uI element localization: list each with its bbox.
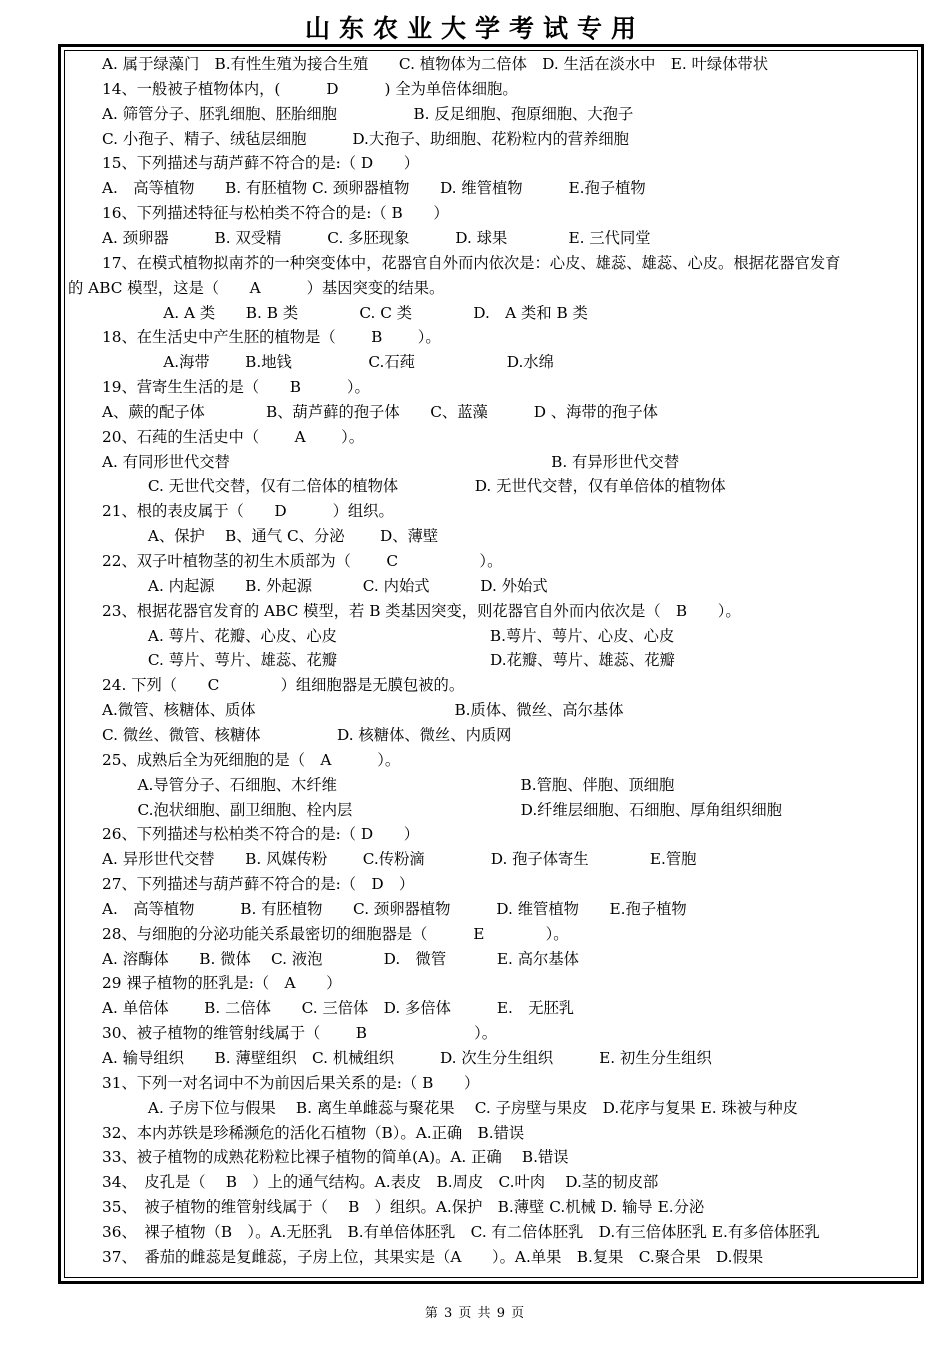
question-line: A. 单倍体 B. 二倍体 C. 三倍体 D. 多倍体 E. 无胚乳 — [102, 999, 575, 1018]
question-line: C.泡状细胞、副卫细胞、栓内层 D.纤维层细胞、石细胞、厚角组织细胞 — [102, 800, 782, 819]
question-line: 31、下列一对名词中不为前因后果关系的是:（ B ） — [102, 1073, 480, 1092]
question-line: A. 萼片、花瓣、心皮、心皮 B.萼片、萼片、心皮、心皮 — [102, 626, 675, 645]
question-line: 的 ABC 模型，这是（ A ）基因突变的结果。 — [68, 278, 445, 297]
question-line: A. 筛管分子、胚乳细胞、胚胎细胞 B. 反足细胞、孢原细胞、大孢子 — [102, 104, 634, 123]
question-line: A. 溶酶体 B. 微体 C. 液泡 D. 微管 E. 高尔基体 — [102, 949, 579, 968]
question-line: A、保护 B、通气 C、分泌 D、薄壁 — [102, 527, 439, 546]
exam-header-title: 山东农业大学考试专用 — [304, 14, 645, 43]
question-line: A.海带 B.地钱 C.石莼 D.水绵 — [102, 353, 554, 372]
question-line: A. 高等植物 B. 有胚植物 C. 颈卵器植物 D. 维管植物 E.孢子植物 — [102, 179, 646, 198]
question-line: C. 无世代交替，仅有二倍体的植物体 D. 无世代交替，仅有单倍体的植物体 — [102, 477, 726, 496]
question-line: A.导管分子、石细胞、木纤维 B.管胞、伴胞、顶细胞 — [102, 775, 675, 794]
question-line: 24. 下列（ C ）组细胞器是无膜包被的。 — [102, 676, 465, 695]
question-line: A. 子房下位与假果 B. 离生单雌蕊与聚花果 C. 子房壁与果皮 D.花序与复果 E. 珠被与种皮 — [102, 1098, 798, 1117]
question-line: 23、根据花器官发育的 ABC 模型，若 B 类基因突变，则花器官自外而内依次是（ B ）。 — [102, 601, 741, 620]
question-line: A. 异形世代交替 B. 风媒传粉 C.传粉滴 D. 孢子体寄生 E.管胞 — [102, 850, 697, 869]
question-line: 33、被子植物的成熟花粉粒比裸子植物的简单(A)。A. 正确 B.错误 — [102, 1148, 569, 1167]
question-line: A. 高等植物 B. 有胚植物 C. 颈卵器植物 D. 维管植物 E.孢子植物 — [102, 899, 687, 918]
question-line: 26、下列描述与松柏类不符合的是:（ D ） — [102, 825, 420, 844]
question-line: A. 有同形世代交替 B. 有异形世代交替 — [102, 452, 680, 471]
question-line: 25、成熟后全为死细胞的是（ A ）。 — [102, 750, 401, 769]
question-line: A. A 类 B. B 类 C. C 类 D. A 类和 B 类 — [102, 303, 588, 322]
question-line: 28、与细胞的分泌功能关系最密切的细胞器是（ E ）。 — [102, 924, 569, 943]
question-line: 15、下列描述与葫芦藓不符合的是:（ D ） — [102, 154, 420, 173]
question-line: C. 微丝、微管、核糖体 D. 核糖体、微丝、内质网 — [102, 725, 512, 744]
question-line: 35、 被子植物的维管射线属于（ B ）组织。A.保护 B.薄壁 C.机械 D. 输导 E.分泌 — [102, 1198, 705, 1217]
question-line: A. 属于绿藻门 B.有性生殖为接合生殖 C. 植物体为二倍体 D. 生活在淡水中 E. 叶绿体带状 — [102, 55, 769, 73]
question-line: 19、营寄生生活的是（ B ）。 — [102, 378, 370, 397]
question-line: C. 小孢子、精子、绒毡层细胞 D.大孢子、助细胞、花粉粒内的营养细胞 — [102, 129, 629, 148]
question-line: A. 颈卵器 B. 双受精 C. 多胚现象 D. 球果 E. 三代同堂 — [102, 228, 651, 247]
question-line: A. 输导组织 B. 薄壁组织 C. 机械组织 D. 次生分生组织 E. 初生分生组织 — [102, 1049, 712, 1067]
question-line: 37、 番茄的雌蕊是复雌蕊，子房上位，其果实是（A ）。A.单果 B.复果 C.聚合果 D.假果 — [102, 1247, 764, 1266]
question-line: 16、下列描述特征与松柏类不符合的是:（ B ） — [102, 204, 449, 223]
question-line: 17、在模式植物拟南芥的一种突变体中，花器官自外而内依次是：心皮、雄蕊、雄蕊、心皮。根据花器官发育 — [102, 253, 841, 272]
question-line: 36、 裸子植物（B ）。A.无胚乳 B.有单倍体胚乳 C. 有二倍体胚乳 D.有三倍体胚乳 E.有多倍体胚乳 — [102, 1222, 820, 1241]
question-line: A、蕨的配子体 B、葫芦藓的孢子体 C、蓝藻 D 、海带的孢子体 — [102, 402, 658, 421]
question-line: 34、 皮孔是（ B ）上的通气结构。A.表皮 B.周皮 C.叶肉 D.茎的韧皮部 — [102, 1173, 659, 1192]
question-line: A. 内起源 B. 外起源 C. 内始式 D. 外始式 — [102, 576, 548, 595]
question-line: 30、被子植物的维管射线属于（ B ）。 — [102, 1024, 498, 1043]
question-line: 32、本内苏铁是珍稀濒危的活化石植物（B）。A.正确 B.错误 — [102, 1123, 525, 1142]
question-line: A.微管、核糖体、质体 B.质体、微丝、高尔基体 — [102, 701, 624, 720]
question-line: 27、下列描述与葫芦藓不符合的是:（ D ） — [102, 875, 415, 894]
question-line: 20、石莼的生活史中（ A ）。 — [102, 427, 365, 446]
page-footer: 第 3 页 共 9 页 — [424, 1306, 526, 1321]
question-line: 29 裸子植物的胚乳是:（ A ） — [102, 974, 342, 993]
question-line: C. 萼片、萼片、雄蕊、花瓣 D.花瓣、萼片、雄蕊、花瓣 — [102, 651, 675, 670]
question-line: 18、在生活史中产生胚的植物是（ B ）。 — [102, 328, 441, 347]
question-line: 14、一般被子植物体内，( D ) 全为单倍体细胞。 — [102, 79, 518, 98]
question-line: 21、根的表皮属于（ D ）组织。 — [102, 502, 394, 521]
question-line: 22、双子叶植物茎的初生木质部为（ C ）。 — [102, 552, 503, 570]
